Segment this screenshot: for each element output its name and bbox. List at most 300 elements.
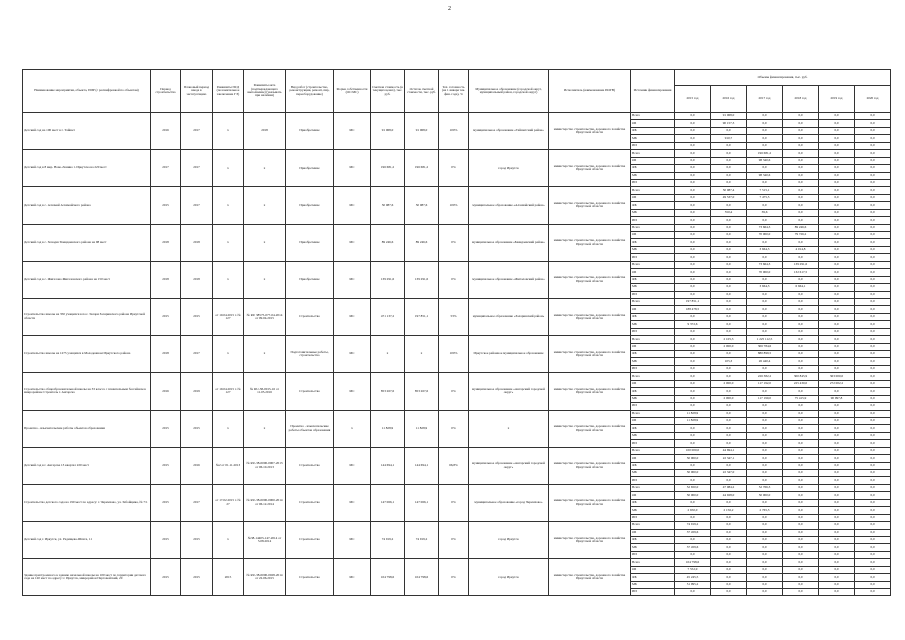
- amount-cell: 0,0: [711, 559, 747, 566]
- amount-cell: 0,0: [675, 254, 711, 261]
- amount-cell: 0,0: [783, 499, 819, 506]
- amount-cell: 79 726,2: [783, 232, 819, 239]
- amount-cell: 306 784,6: [747, 343, 783, 350]
- remaining-cost-cell: 196 681,2: [405, 150, 439, 187]
- header-year: 2017 год: [747, 86, 783, 113]
- amount-cell: 0,0: [747, 321, 783, 328]
- amount-cell: 0,0: [747, 298, 783, 305]
- source-cell: ФБ: [631, 536, 675, 543]
- amount-cell: 0,0: [855, 574, 891, 581]
- amount-cell: 0,0: [675, 291, 711, 298]
- source-cell: Всего: [631, 150, 675, 157]
- amount-cell: 0,0: [855, 551, 891, 558]
- amount-cell: 0,0: [819, 462, 855, 469]
- period-cell: 2015: [151, 187, 181, 224]
- amount-cell: 0,0: [783, 403, 819, 410]
- estimated-cost-cell: 91 068,0: [371, 113, 405, 150]
- source-cell: ОБ: [631, 232, 675, 239]
- amount-cell: 91 068,0: [711, 113, 747, 120]
- source-cell: Всего: [631, 113, 675, 120]
- period-cell: 2015: [151, 447, 181, 484]
- amount-cell: 0,0: [711, 321, 747, 328]
- readiness-cell: 66,8%: [439, 447, 469, 484]
- source-cell: ИИ: [631, 440, 675, 447]
- amount-cell: 0,0: [819, 432, 855, 439]
- amount-cell: 51 995,2: [675, 581, 711, 588]
- amount-cell: 0,0: [819, 328, 855, 335]
- amount-cell: 52 650,0: [675, 484, 711, 491]
- readiness-cell: 100%: [439, 113, 469, 150]
- amount-cell: 0,0: [783, 470, 819, 477]
- amount-cell: 0,0: [819, 135, 855, 142]
- amount-cell: 2 650,0: [675, 507, 711, 514]
- source-cell: ИИ: [631, 514, 675, 521]
- source-cell: ОБ: [631, 306, 675, 313]
- readiness-cell: 0%: [439, 559, 469, 596]
- amount-cell: 0,0: [747, 276, 783, 283]
- amount-cell: 4 014,8: [783, 246, 819, 253]
- amount-cell: 0,0: [675, 403, 711, 410]
- municipality-cell: муниципальное образование «Ангарский городской округ»: [469, 373, 549, 410]
- act-cell: № RU-38-0015-16 от 11.05.2016: [244, 373, 286, 410]
- amount-cell: 0,0: [855, 395, 891, 402]
- amount-cell: 0,0: [711, 529, 747, 536]
- amount-cell: 0,0: [747, 403, 783, 410]
- amount-cell: 0,0: [675, 336, 711, 343]
- amount-cell: 0,0: [675, 551, 711, 558]
- amount-cell: 0,0: [711, 544, 747, 551]
- amount-cell: 0,0: [783, 447, 819, 454]
- period-cell: 2018: [151, 261, 181, 298]
- table-row: [23, 373, 891, 380]
- amount-cell: 0,0: [783, 313, 819, 320]
- amount-cell: 0,0: [855, 194, 891, 201]
- amount-cell: 0,0: [747, 581, 783, 588]
- amount-cell: 0,0: [855, 358, 891, 365]
- header-work-type: Вид работ (строительство, реконструкция, ремонт, пир, переоборудование): [286, 70, 334, 113]
- source-cell: Всего: [631, 447, 675, 454]
- source-cell: ФБ: [631, 574, 675, 581]
- estimated-cost-cell: 89 246,6: [371, 224, 405, 261]
- amount-cell: 0,0: [819, 239, 855, 246]
- amount-cell: 0,0: [855, 492, 891, 499]
- amount-cell: 0,0: [675, 284, 711, 291]
- amount-cell: 0,0: [819, 291, 855, 298]
- object-name: Строительство школы на 1275 учащихся в Молодежном Иркутского района: [23, 336, 151, 373]
- header-year: 2019 год: [819, 86, 855, 113]
- year-end-cell: 2015: [181, 298, 213, 335]
- amount-cell: 0,0: [819, 172, 855, 179]
- amount-cell: 105,3: [711, 358, 747, 365]
- remaining-cost-cell: 50 087,6: [405, 187, 439, 224]
- amount-cell: 0,0: [783, 507, 819, 514]
- amount-cell: 0,0: [747, 306, 783, 313]
- amount-cell: 0,0: [783, 581, 819, 588]
- amount-cell: 0,0: [855, 298, 891, 305]
- amount-cell: 0,0: [855, 209, 891, 216]
- amount-cell: 0,0: [819, 113, 855, 120]
- act-cell: х: [244, 224, 286, 261]
- table-row: [23, 447, 891, 454]
- amount-cell: 0,0: [747, 544, 783, 551]
- amount-cell: 0,0: [819, 581, 855, 588]
- amount-cell: 0,0: [819, 440, 855, 447]
- amount-cell: 0,0: [675, 165, 711, 172]
- period-cell: 2015: [151, 410, 181, 447]
- amount-cell: 0,0: [675, 351, 711, 358]
- amount-cell: 0,0: [711, 536, 747, 543]
- source-cell: ОБ: [631, 417, 675, 424]
- amount-cell: 0,0: [855, 328, 891, 335]
- amount-cell: 0,0: [675, 187, 711, 194]
- source-cell: МБ: [631, 209, 675, 216]
- amount-cell: 26 440,4: [747, 358, 783, 365]
- amount-cell: 0,0: [855, 269, 891, 276]
- amount-cell: 0,0: [783, 254, 819, 261]
- amount-cell: 0,0: [855, 365, 891, 372]
- amount-cell: 0,0: [747, 455, 783, 462]
- amount-cell: 0,0: [819, 217, 855, 224]
- act-cell: № RU-38-0000-0028-2014 от 22.06.2015: [244, 559, 286, 596]
- amount-cell: 0,0: [783, 298, 819, 305]
- act-cell: №38-14403-147-2014 от 5.08.2014: [244, 522, 286, 559]
- amount-cell: 0,0: [819, 589, 855, 596]
- source-cell: ОБ: [631, 380, 675, 387]
- source-cell: Всего: [631, 187, 675, 194]
- amount-cell: 0,0: [711, 165, 747, 172]
- amount-cell: 1 225 112,5: [747, 336, 783, 343]
- municipality-cell: муниципальное образование «Алзамайский район»: [469, 187, 549, 224]
- source-cell: ОБ: [631, 120, 675, 127]
- source-cell: МБ: [631, 358, 675, 365]
- amount-cell: 0,0: [819, 298, 855, 305]
- estimated-cost-cell: 471 137,2: [371, 298, 405, 335]
- work-type-cell: Строительство: [286, 522, 334, 559]
- amount-cell: 0,0: [675, 462, 711, 469]
- amount-cell: 0,0: [711, 172, 747, 179]
- amount-cell: 0,0: [819, 202, 855, 209]
- customer-cell: министерство строительства, дорожного хозяйства Иркутской области: [549, 187, 631, 224]
- source-cell: ФБ: [631, 276, 675, 283]
- amount-cell: 226 382,2: [747, 373, 783, 380]
- source-cell: ОБ: [631, 492, 675, 499]
- amount-cell: 0,0: [783, 365, 819, 372]
- amount-cell: 0,0: [783, 551, 819, 558]
- amount-cell: 0,0: [711, 127, 747, 134]
- amount-cell: 0,0: [855, 113, 891, 120]
- amount-cell: 0,0: [747, 440, 783, 447]
- amount-cell: 0,0: [675, 194, 711, 201]
- amount-cell: 104 798,6: [675, 559, 711, 566]
- docs-cell: х: [213, 336, 244, 373]
- amount-cell: 0,0: [855, 165, 891, 172]
- amount-cell: 0,0: [819, 254, 855, 261]
- amount-cell: 0,0: [855, 440, 891, 447]
- amount-cell: 0,0: [819, 165, 855, 172]
- amount-cell: 0,0: [855, 499, 891, 506]
- amount-cell: 0,0: [855, 246, 891, 253]
- amount-cell: 0,0: [783, 202, 819, 209]
- amount-cell: 0,0: [783, 492, 819, 499]
- readiness-cell: 0%: [439, 410, 469, 447]
- source-cell: Всего: [631, 261, 675, 268]
- amount-cell: 0,0: [819, 470, 855, 477]
- ownership-cell: МС: [334, 447, 371, 484]
- amount-cell: 0,0: [747, 217, 783, 224]
- amount-cell: 11 828,9: [675, 410, 711, 417]
- work-type-cell: Строительство: [286, 373, 334, 410]
- amount-cell: 0,0: [675, 135, 711, 142]
- year-end-cell: 2018: [181, 261, 213, 298]
- docs-cell: х: [213, 224, 244, 261]
- header-estimated-cost: Сметная стоимость (в текущих ценах), тыс. руб.: [371, 70, 405, 113]
- remaining-cost-cell: 89 246,6: [405, 224, 439, 261]
- amount-cell: 0,0: [819, 574, 855, 581]
- amount-cell: 98 340,6: [747, 172, 783, 179]
- amount-cell: 0,0: [747, 127, 783, 134]
- amount-cell: 39,6: [747, 209, 783, 216]
- amount-cell: 0,0: [783, 217, 819, 224]
- source-cell: МБ: [631, 544, 675, 551]
- remaining-cost-cell: 144 694,1: [405, 447, 439, 484]
- amount-cell: 0,0: [783, 410, 819, 417]
- source-cell: ФБ: [631, 499, 675, 506]
- amount-cell: 0,0: [711, 269, 747, 276]
- source-cell: ФБ: [631, 425, 675, 432]
- estimated-cost-cell: 139 291,6: [371, 261, 405, 298]
- source-cell: МБ: [631, 321, 675, 328]
- amount-cell: 0,0: [711, 351, 747, 358]
- amount-cell: 0,0: [675, 150, 711, 157]
- period-cell: 2015: [151, 522, 181, 559]
- amount-cell: 44 928,0: [711, 492, 747, 499]
- ownership-cell: МС: [334, 150, 371, 187]
- amount-cell: 0,0: [783, 559, 819, 566]
- amount-cell: 0,0: [819, 388, 855, 395]
- amount-cell: 0,0: [819, 499, 855, 506]
- act-cell: № RU 38575-077-04-2014 от 09.04.2015: [244, 298, 286, 335]
- amount-cell: 0,0: [675, 499, 711, 506]
- amount-cell: 0,0: [675, 343, 711, 350]
- source-cell: МБ: [631, 284, 675, 291]
- table-row: [23, 187, 891, 194]
- ownership-cell: х: [334, 410, 371, 447]
- customer-cell: министерство строительства, дорожного хозяйства Иркутской области: [549, 373, 631, 410]
- amount-cell: 0,0: [747, 574, 783, 581]
- municipality-cell: город Иркутск: [469, 522, 549, 559]
- amount-cell: 0,0: [711, 403, 747, 410]
- amount-cell: 0,0: [711, 581, 747, 588]
- year-end-cell: 2017: [181, 113, 213, 150]
- amount-cell: 0,0: [819, 343, 855, 350]
- readiness-cell: 0%: [439, 522, 469, 559]
- source-cell: ФБ: [631, 351, 675, 358]
- amount-cell: 0,0: [819, 276, 855, 283]
- work-type-cell: Строительство: [286, 559, 334, 596]
- amount-cell: 0,0: [747, 417, 783, 424]
- remaining-cost-cell: 147 066,1: [405, 484, 439, 521]
- estimated-cost-cell: х: [371, 336, 405, 373]
- page-number: 2: [448, 6, 451, 12]
- customer-cell: министерство строительства, дорожного хозяйства Иркутской области: [549, 336, 631, 373]
- customer-cell: министерство строительства, дорожного хозяйства Иркутской области: [549, 150, 631, 187]
- period-cell: 2016: [151, 373, 181, 410]
- amount-cell: 0,0: [675, 380, 711, 387]
- amount-cell: 0,0: [819, 529, 855, 536]
- source-cell: МБ: [631, 581, 675, 588]
- source-cell: МБ: [631, 507, 675, 514]
- source-cell: ИИ: [631, 403, 675, 410]
- amount-cell: 0,0: [819, 365, 855, 372]
- amount-cell: 363 000,0: [819, 373, 855, 380]
- municipality-cell: город Иркутск: [469, 559, 549, 596]
- amount-cell: 0,0: [747, 254, 783, 261]
- amount-cell: 0,0: [819, 544, 855, 551]
- source-cell: ОБ: [631, 194, 675, 201]
- year-end-cell: 2015: [181, 522, 213, 559]
- act-cell: х: [244, 187, 286, 224]
- amount-cell: 49 537,0: [711, 194, 747, 201]
- amount-cell: 0,0: [747, 432, 783, 439]
- amount-cell: 0,0: [819, 566, 855, 573]
- act-cell: № RU-38-0000-0000-2014 от 06.12.2014: [244, 484, 286, 521]
- ownership-cell: МС: [334, 261, 371, 298]
- estimated-cost-cell: 147 066,1: [371, 484, 405, 521]
- amount-cell: 22 347,0: [711, 470, 747, 477]
- customer-cell: министерство строительства, дорожного хозяйства Иркутской области: [549, 261, 631, 298]
- source-cell: ФБ: [631, 388, 675, 395]
- docs-cell: от 17.02.2015 г. № 27: [213, 484, 244, 521]
- amount-cell: 0,0: [675, 514, 711, 521]
- amount-cell: 0,0: [747, 388, 783, 395]
- amount-cell: 0,0: [711, 440, 747, 447]
- amount-cell: 0,0: [675, 432, 711, 439]
- table-row: [23, 113, 891, 120]
- amount-cell: 7 515,1: [747, 187, 783, 194]
- amount-cell: 0,0: [819, 321, 855, 328]
- customer-cell: министерство строительства, дорожного хозяйства Иркутской области: [549, 447, 631, 484]
- table-row: [23, 261, 891, 268]
- amount-cell: 0,0: [819, 336, 855, 343]
- header-docs: Реквизиты ПСД (положительное заключение ГЭ): [213, 70, 244, 113]
- amount-cell: 0,0: [711, 202, 747, 209]
- docs-cell: х: [213, 150, 244, 187]
- amount-cell: 0,0: [855, 306, 891, 313]
- amount-cell: 0,0: [855, 313, 891, 320]
- readiness-cell: 0%: [439, 373, 469, 410]
- source-cell: ОБ: [631, 343, 675, 350]
- amount-cell: 0,0: [855, 224, 891, 231]
- source-cell: МБ: [631, 172, 675, 179]
- work-type-cell: Приобретение: [286, 261, 334, 298]
- source-cell: Всего: [631, 336, 675, 343]
- amount-cell: 0,0: [711, 328, 747, 335]
- amount-cell: 910,7: [711, 135, 747, 142]
- amount-cell: 0,0: [855, 276, 891, 283]
- amount-cell: 0,0: [855, 514, 891, 521]
- amount-cell: 0,0: [819, 120, 855, 127]
- amount-cell: 0,0: [855, 232, 891, 239]
- amount-cell: 0,0: [855, 455, 891, 462]
- source-cell: ИИ: [631, 589, 675, 596]
- amount-cell: 0,0: [783, 120, 819, 127]
- amount-cell: 0,0: [747, 529, 783, 536]
- amount-cell: 0,0: [711, 224, 747, 231]
- header-act: Реквизиты акта (подтверждающего выполнение) (указывать при наличии): [244, 70, 286, 113]
- readiness-cell: 0%: [439, 261, 469, 298]
- amount-cell: 0,0: [747, 559, 783, 566]
- amount-cell: 0,0: [783, 351, 819, 358]
- amount-cell: 0,0: [675, 157, 711, 164]
- source-cell: Всего: [631, 224, 675, 231]
- source-cell: ОБ: [631, 529, 675, 536]
- amount-cell: 0,0: [747, 410, 783, 417]
- amount-cell: 0,0: [711, 410, 747, 417]
- amount-cell: 3 664,3: [747, 284, 783, 291]
- amount-cell: 3 664,3: [747, 246, 783, 253]
- amount-cell: 0,0: [819, 522, 855, 529]
- amount-cell: 550,4: [711, 209, 747, 216]
- source-cell: ОБ: [631, 566, 675, 573]
- amount-cell: 0,0: [819, 484, 855, 491]
- amount-cell: 0,0: [711, 388, 747, 395]
- municipality-cell: муниципальное образование «Тайшетский район»: [469, 113, 549, 150]
- amount-cell: 0,0: [783, 172, 819, 179]
- amount-cell: 0,0: [819, 157, 855, 164]
- amount-cell: 0,0: [855, 135, 891, 142]
- amount-cell: 70 000,0: [747, 269, 783, 276]
- amount-cell: 0,0: [819, 492, 855, 499]
- year-end-cell: 2017: [181, 187, 213, 224]
- amount-cell: 50 000,0: [675, 470, 711, 477]
- amount-cell: 0,0: [783, 440, 819, 447]
- amount-cell: 0,0: [747, 120, 783, 127]
- amount-cell: 0,0: [747, 566, 783, 573]
- amount-cell: 0,0: [783, 455, 819, 462]
- work-type-cell: Приобретение: [286, 224, 334, 261]
- amount-cell: 0,0: [855, 410, 891, 417]
- amount-cell: 0,0: [855, 172, 891, 179]
- customer-cell: министерство строительства, дорожного хозяйства Иркутской области: [549, 522, 631, 559]
- amount-cell: 0,0: [855, 544, 891, 551]
- year-end-cell: 2017: [181, 484, 213, 521]
- amount-cell: 0,0: [747, 499, 783, 506]
- readiness-cell: 0%: [439, 150, 469, 187]
- amount-cell: 0,0: [711, 514, 747, 521]
- table-row: [23, 410, 891, 417]
- amount-cell: 0,0: [855, 321, 891, 328]
- source-cell: ИИ: [631, 477, 675, 484]
- municipality-cell: Иркутское районное муниципальное образование: [469, 336, 549, 373]
- amount-cell: 0,0: [747, 202, 783, 209]
- amount-cell: 0,0: [855, 522, 891, 529]
- object-name: Детский сад в 8 мкр. Ново-Ленино г. Иркутска на 220 мест: [23, 150, 151, 187]
- amount-cell: 197 851,1: [675, 298, 711, 305]
- amount-cell: 0,0: [675, 261, 711, 268]
- amount-cell: 0,0: [675, 209, 711, 216]
- remaining-cost-cell: 139 291,6: [405, 261, 439, 298]
- amount-cell: 0,0: [675, 425, 711, 432]
- amount-cell: 0,0: [675, 127, 711, 134]
- header-year: 2016 год: [711, 86, 747, 113]
- docs-cell: №2 от 01.11.2013: [213, 447, 244, 484]
- municipality-cell: х: [469, 410, 549, 447]
- amount-cell: 0,0: [711, 306, 747, 313]
- amount-cell: 0,0: [819, 559, 855, 566]
- period-cell: 2016: [151, 113, 181, 150]
- amount-cell: 0,0: [819, 551, 855, 558]
- source-cell: МБ: [631, 246, 675, 253]
